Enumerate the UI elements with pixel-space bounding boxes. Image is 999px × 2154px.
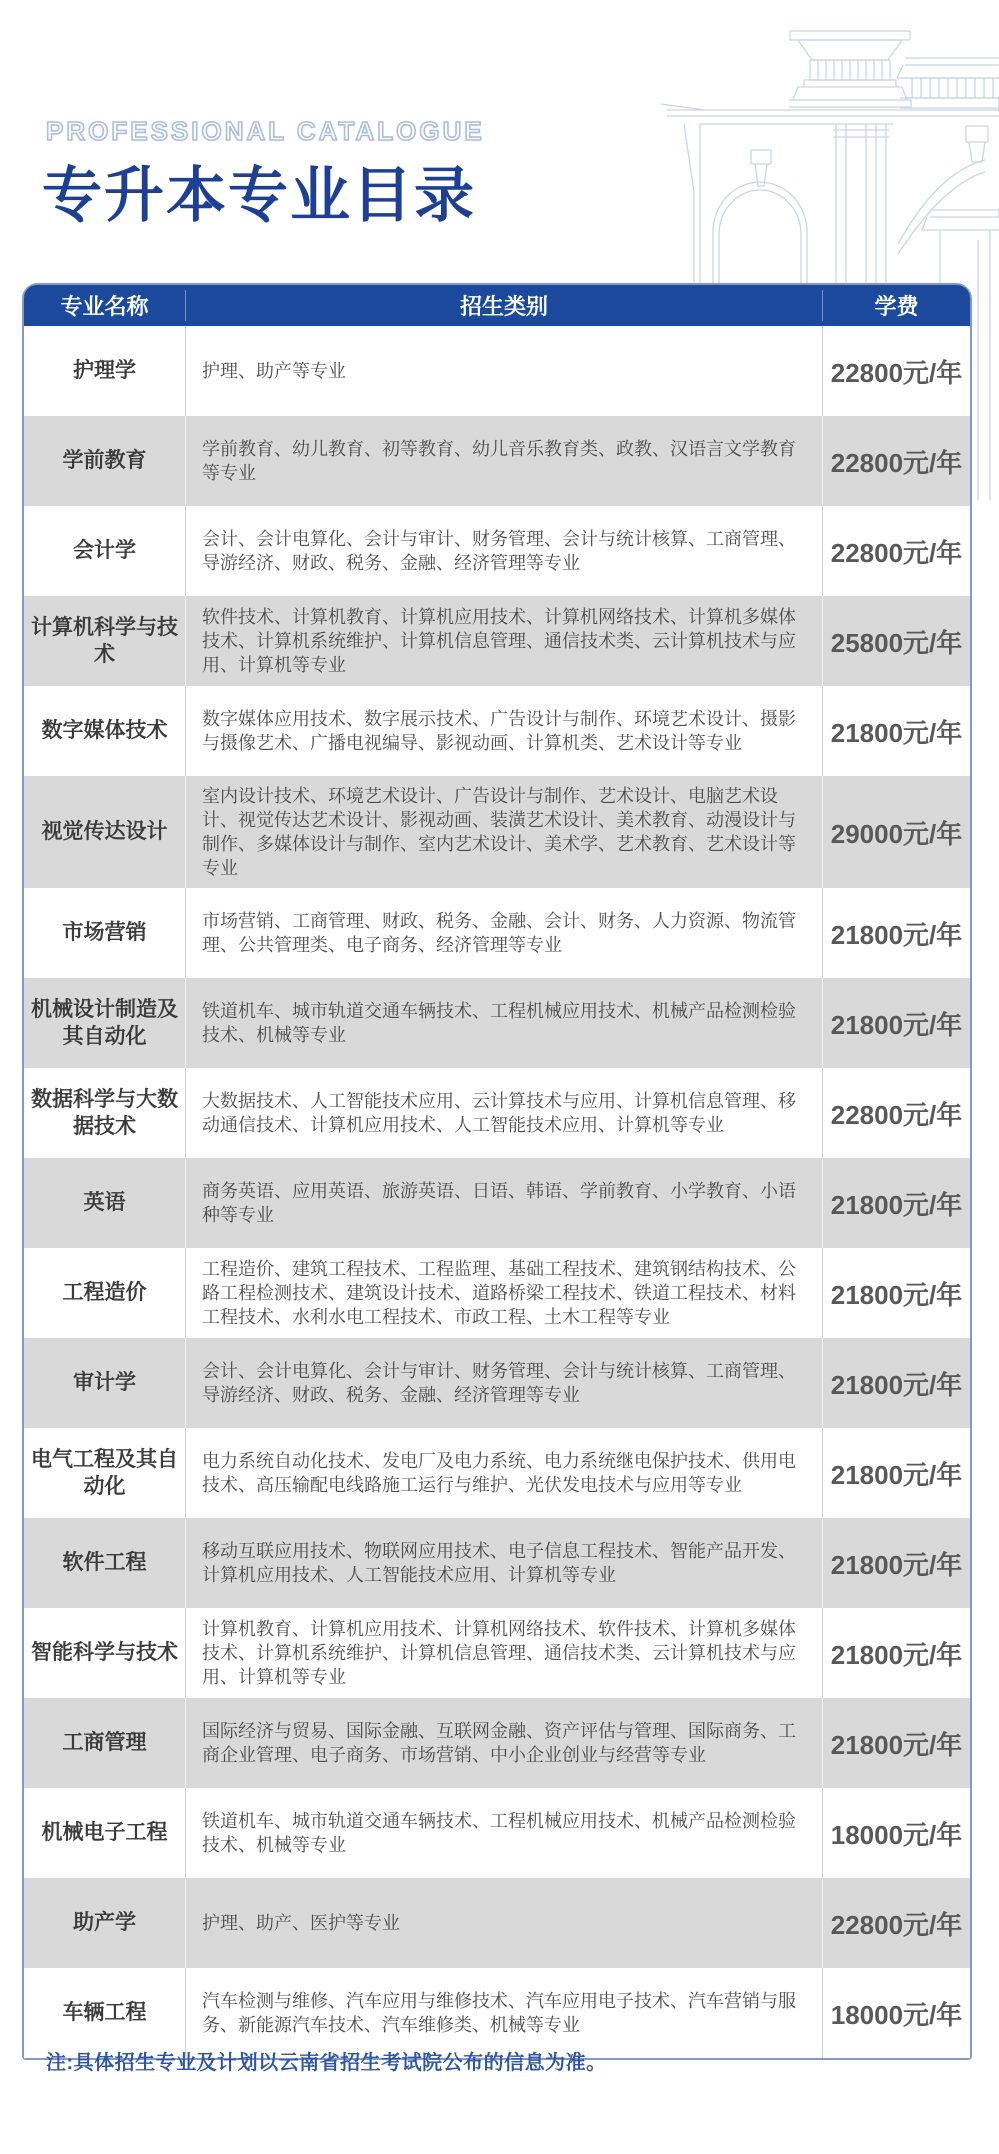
major-catalog-table <box>22 283 972 2060</box>
fee-cell: 18000元/年 <box>822 1788 970 1878</box>
categories-cell: 汽车检测与维修、汽车应用与维修技术、汽车应用电子技术、汽车营销与服务、新能源汽车技术、汽车维修类、机械等专业 <box>185 1968 822 2058</box>
categories-cell: 室内设计技术、环境艺术设计、广告设计与制作、艺术设计、电脑艺术设计、视觉传达艺术设计、影视动画、装潢艺术设计、美术教育、动漫设计与制作、多媒体设计与制作、室内艺术设计、美术学、艺术教育、艺术设计等专业 <box>185 776 822 888</box>
major-cell: 机械电子工程 <box>41 1821 168 1845</box>
categories-cell: 护理、助产等专业 <box>185 326 822 416</box>
categories-cell: 商务英语、应用英语、旅游英语、日语、韩语、学前教育、小学教育、小语种等专业 <box>185 1158 822 1248</box>
major-cell: 视觉传达设计 <box>41 820 168 844</box>
table-row <box>24 1428 970 1518</box>
categories-cell: 软件技术、计算机教育、计算机应用技术、计算机网络技术、计算机多媒体技术、计算机系统维护、计算机信息管理、通信技术类、云计算机技术与应用、计算机等专业 <box>185 596 822 686</box>
column-header-categories: 招生类别 <box>185 290 822 321</box>
fee-cell: 21800元/年 <box>822 888 970 978</box>
major-cell: 英语 <box>83 1191 126 1215</box>
major-cell: 机械设计制造及其自动化 <box>31 997 178 1048</box>
table-row <box>24 1248 970 1338</box>
fee-cell: 25800元/年 <box>822 596 970 686</box>
categories-cell: 移动互联应用技术、物联网应用技术、电子信息工程技术、智能产品开发、计算机应用技术、人工智能技术应用、计算机等专业 <box>185 1518 822 1608</box>
fee-cell: 21800元/年 <box>822 1158 970 1248</box>
major-cell: 工程造价 <box>62 1281 147 1305</box>
major-cell: 电气工程及其自动化 <box>31 1447 178 1498</box>
table-row <box>24 1878 970 1968</box>
table-body <box>24 326 970 2058</box>
table-row <box>24 506 970 596</box>
major-cell: 工商管理 <box>62 1731 147 1755</box>
fee-cell: 21800元/年 <box>822 978 970 1068</box>
fee-cell: 22800元/年 <box>822 1878 970 1968</box>
table-row <box>24 1518 970 1608</box>
fee-cell: 21800元/年 <box>822 1518 970 1608</box>
categories-cell: 会计、会计电算化、会计与审计、财务管理、会计与统计核算、工商管理、导游经济、财政、税务、金融、经济管理等专业 <box>185 506 822 596</box>
column-header-major: 专业名称 <box>60 294 149 319</box>
table-row <box>24 1158 970 1248</box>
major-cell: 计算机科学与技术 <box>31 615 178 666</box>
major-cell: 会计学 <box>73 539 136 563</box>
table-row <box>24 888 970 978</box>
major-cell: 车辆工程 <box>62 2001 147 2025</box>
major-cell: 审计学 <box>73 1371 136 1395</box>
categories-cell: 大数据技术、人工智能技术应用、云计算技术与应用、计算机信息管理、移动通信技术、计算机应用技术、人工智能技术应用、计算机等专业 <box>185 1068 822 1158</box>
categories-cell: 会计、会计电算化、会计与审计、财务管理、会计与统计核算、工商管理、导游经济、财政、税务、金融、经济管理等专业 <box>185 1338 822 1428</box>
major-cell: 护理学 <box>73 359 136 383</box>
fee-cell: 21800元/年 <box>822 1698 970 1788</box>
table-row <box>24 978 970 1068</box>
major-cell: 学前教育 <box>62 449 147 473</box>
categories-cell: 电力系统自动化技术、发电厂及电力系统、电力系统继电保护技术、供用电技术、高压输配电线路施工运行与维护、光伏发电技术与应用等专业 <box>185 1428 822 1518</box>
major-cell: 市场营销 <box>62 921 147 945</box>
categories-cell: 工程造价、建筑工程技术、工程监理、基础工程技术、建筑钢结构技术、公路工程检测技术、建筑设计技术、道路桥梁工程技术、铁道工程技术、材料工程技术、水利水电工程技术、市政工程、土木工程等专业 <box>185 1248 822 1338</box>
categories-cell: 市场营销、工商管理、财政、税务、金融、会计、财务、人力资源、物流管理、公共管理类、电子商务、经济管理等专业 <box>185 888 822 978</box>
major-cell: 助产学 <box>73 1911 136 1935</box>
major-cell: 数据科学与大数据技术 <box>31 1087 178 1138</box>
categories-cell: 计算机教育、计算机应用技术、计算机网络技术、软件技术、计算机多媒体技术、计算机系统维护、计算机信息管理、通信技术类、云计算机技术与应用、计算机等专业 <box>185 1608 822 1698</box>
table-row <box>24 1968 970 2058</box>
fee-cell: 21800元/年 <box>822 1248 970 1338</box>
fee-cell: 21800元/年 <box>822 1608 970 1698</box>
fee-cell: 22800元/年 <box>822 416 970 506</box>
categories-cell: 学前教育、幼儿教育、初等教育、幼儿音乐教育类、政教、汉语言文学教育等专业 <box>185 416 822 506</box>
categories-cell: 数字媒体应用技术、数字展示技术、广告设计与制作、环境艺术设计、摄影与摄像艺术、广播电视编导、影视动画、计算机类、艺术设计等专业 <box>185 686 822 776</box>
major-cell: 数字媒体技术 <box>41 719 168 743</box>
footer-note: 注:具体招生专业及计划以云南省招生考试院公布的信息为准。 <box>46 2052 607 2074</box>
fee-cell: 29000元/年 <box>822 776 970 888</box>
table-row <box>24 326 970 416</box>
table-row <box>24 1608 970 1698</box>
table-row <box>24 776 970 888</box>
table-row <box>24 596 970 686</box>
table-row <box>24 1338 970 1428</box>
categories-cell: 护理、助产、医护等专业 <box>185 1878 822 1968</box>
table-row <box>24 1068 970 1158</box>
fee-cell: 21800元/年 <box>822 1428 970 1518</box>
table-row <box>24 1698 970 1788</box>
fee-cell: 22800元/年 <box>822 326 970 416</box>
categories-cell: 铁道机车、城市轨道交通车辆技术、工程机械应用技术、机械产品检测检验技术、机械等专业 <box>185 978 822 1068</box>
fee-cell: 21800元/年 <box>822 686 970 776</box>
table-row <box>24 1788 970 1878</box>
fee-cell: 18000元/年 <box>822 1968 970 2058</box>
table-row <box>24 686 970 776</box>
page-title: 专升本专业目录 <box>42 162 476 229</box>
column-header-fee: 学费 <box>822 290 970 321</box>
page-subtitle: PROFESSIONAL CATALOGUE <box>46 116 485 146</box>
fee-cell: 22800元/年 <box>822 1068 970 1158</box>
fee-cell: 21800元/年 <box>822 1338 970 1428</box>
fee-cell: 22800元/年 <box>822 506 970 596</box>
major-cell: 软件工程 <box>62 1551 147 1575</box>
categories-cell: 国际经济与贸易、国际金融、互联网金融、资产评估与管理、国际商务、工商企业管理、电子商务、市场营销、中小企业创业与经营等专业 <box>185 1698 822 1788</box>
table-header-row <box>24 285 970 326</box>
table-row <box>24 416 970 506</box>
major-cell: 智能科学与技术 <box>31 1641 178 1665</box>
categories-cell: 铁道机车、城市轨道交通车辆技术、工程机械应用技术、机械产品检测检验技术、机械等专业 <box>185 1788 822 1878</box>
